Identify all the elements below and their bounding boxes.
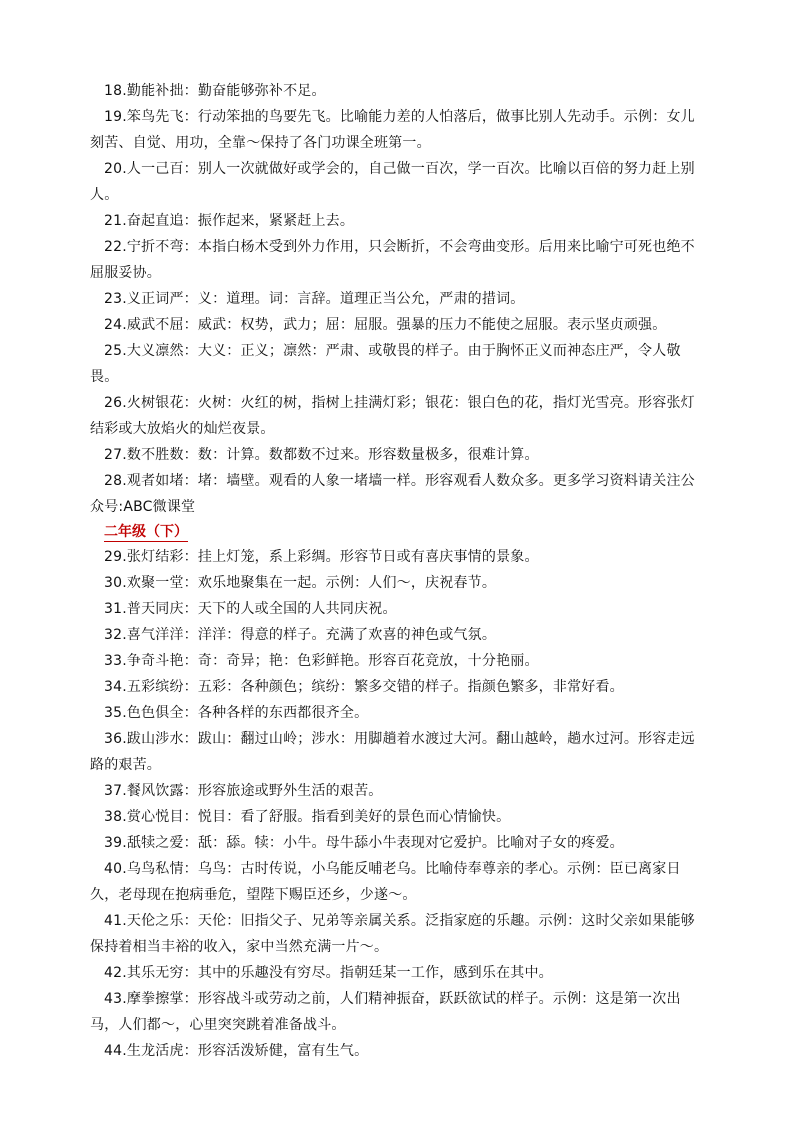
idiom-entry-22: 22.宁折不弯：本指白杨木受到外力作用，只会断折，不会弯曲变形。后用来比喻宁可死也绝不屈服妥协。 [90,239,695,281]
idiom-entry-43: 43.摩拳擦掌：形容战斗或劳动之前，人们精神振奋，跃跃欲试的样子。示例：这是第一次出马，人们都～，心里突突跳着准备战斗。 [90,991,681,1033]
idiom-entry-28: 28.观者如堵：堵：墙壁。观看的人象一堵墙一样。形容观看人数众多。更多学习资料请关注公众号:ABC微课堂 [90,473,695,515]
idiom-entry-30: 30.欢聚一堂：欢乐地聚集在一起。示例：人们～，庆祝春节。 [104,575,497,591]
idiom-entry-36: 36.跋山涉水：跋山：翻过山岭；涉水：用脚趟着水渡过大河。翻山越岭，趟水过河。形容走远路的艰苦。 [90,731,695,773]
idiom-entry-31: 31.普天同庆：天下的人或全国的人共同庆祝。 [104,601,397,617]
idiom-entry-24: 24.威武不屈：威武：权势，武力；屈：屈服。强暴的压力不能使之屈服。表示坚贞顽强。 [104,317,667,333]
idiom-entry-18: 18.勤能补拙：勤奋能够弥补不足。 [104,83,326,99]
idiom-entry-25: 25.大义凛然：大义：正义；凛然：严肃、或敬畏的样子。由于胸怀正义而神态庄严，令人敬畏。 [90,343,681,385]
idiom-entry-27: 27.数不胜数：数：计算。数都数不过来。形容数量极多，很难计算。 [104,447,539,463]
idiom-entry-29: 29.张灯结彩：挂上灯笼，系上彩绸。形容节日或有喜庆事情的景象。 [104,549,539,565]
idiom-entry-33: 33.争奇斗艳：奇：奇异；艳：色彩鲜艳。形容百花竞放，十分艳丽。 [104,653,539,669]
section-heading [90,520,704,544]
idiom-entry-21: 21.奋起直追：振作起来，紧紧赶上去。 [104,213,355,229]
idiom-entry-38: 38.赏心悦目：悦目：看了舒服。指看到美好的景色而心情愉快。 [104,809,511,825]
idiom-entry-23: 23.义正词严：义：道理。词：言辞。道理正当公允，严肃的措词。 [104,291,525,307]
idiom-entry-19: 19.笨鸟先飞：行动笨拙的鸟要先飞。比喻能力差的人怕落后，做事比别人先动手。示例：女儿刻苦、自觉、用功，全靠～保持了各门功课全班第一。 [90,109,695,151]
idiom-entry-42: 42.其乐无穷：其中的乐趣没有穷尽。指朝廷某一工作，感到乐在其中。 [104,965,553,981]
section-heading-label: 二年级（下） [104,524,188,540]
idiom-entry-26: 26.火树银花：火树：火红的树，指树上挂满灯彩；银花：银白色的花，指灯光雪亮。形容张灯结彩或大放焰火的灿烂夜景。 [90,395,695,437]
idiom-entry-34: 34.五彩缤纷：五彩：各种颜色；缤纷：繁多交错的样子。指颜色繁多，非常好看。 [104,679,624,695]
idiom-entry-32: 32.喜气洋洋：洋洋：得意的样子。充满了欢喜的神色或气氛。 [104,627,497,643]
idiom-entry-39: 39.舐犊之爱：舐：舔。犊：小牛。母牛舔小牛表现对它爱护。比喻对子女的疼爱。 [104,835,624,851]
idiom-entry-44: 44.生龙活虎：形容活泼矫健，富有生气。 [104,1043,369,1059]
idiom-entry-41: 41.天伦之乐：天伦：旧指父子、兄弟等亲属关系。泛指家庭的乐趣。示例：这时父亲如果能够保持着相当丰裕的收入，家中当然充满一片～。 [90,913,695,955]
idiom-entry-37: 37.餐风饮露：形容旅途或野外生活的艰苦。 [104,783,383,799]
idiom-entry-40: 40.乌鸟私情：乌鸟：古时传说，小乌能反哺老乌。比喻侍奉尊亲的孝心。示例：臣已离家日久，老母现在抱病垂危，望陛下赐臣还乡，少遂～。 [90,861,681,903]
idiom-entry-20: 20.人一己百：别人一次就做好或学会的，自己做一百次，学一百次。比喻以百倍的努力赶上别人。 [90,161,695,203]
idiom-entry-35: 35.色色俱全：各种各样的东西都很齐全。 [104,705,369,721]
